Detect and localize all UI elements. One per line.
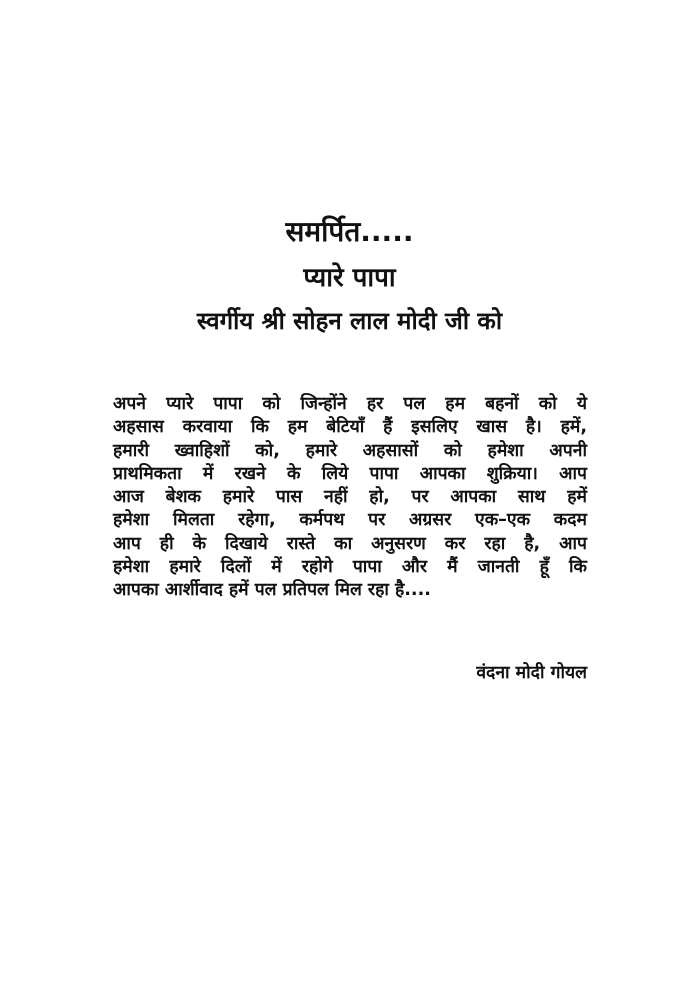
signature: वंदना मोदी गोयल: [476, 663, 587, 683]
paragraph-line: अपने प्यारे पापा को जिन्होंने हर पल हम बहनों को ये: [113, 394, 587, 414]
paragraph-line: आज बेशक हमारे पास नहीं हो, पर आपका साथ हमें: [113, 487, 587, 508]
paragraph-line: हमेशा मिलता रहेगा, कर्मपथ पर अग्रसर एक–एक कदम: [113, 510, 587, 531]
dedication-subheading: प्यारे पापा: [303, 263, 396, 293]
dedication-paragraph: [113, 393, 587, 603]
paragraph-line: हमारी ख्वाहिशों को, हमारे अहसासों को हमेशा अपनी: [113, 440, 587, 461]
paragraph-line: आपका आर्शीवाद हमें पल प्रतिपल मिल रहा है....: [113, 580, 431, 601]
dedication-heading: समर्पित.....: [285, 215, 414, 248]
paragraph-line: हमेशा हमारे दिलों में रहोगे पापा और मैं जानती हूँ कि: [113, 557, 587, 578]
dedication-name: स्वर्गीय श्री सोहन लाल मोदी जी को: [196, 307, 503, 335]
paragraph-line: आप ही के दिखाये रास्ते का अनुसरण कर रहा है, आप: [113, 533, 587, 554]
paragraph-line: अहसास करवाया कि हम बेटियाँ हैं इसलिए खास है। हमें,: [113, 417, 587, 438]
paragraph-line: प्राथमिकता में रखने के लिये पापा आपका शुक्रिया। आप: [113, 463, 587, 484]
